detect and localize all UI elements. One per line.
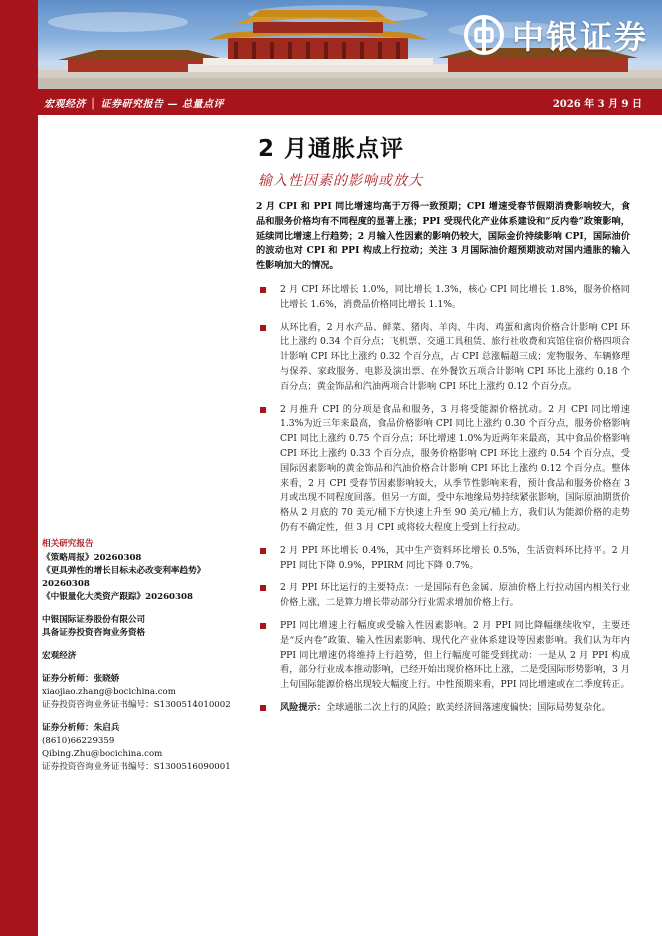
analyst-name: 证券分析师：张晓娇 <box>42 674 120 684</box>
analyst-name: 证券分析师：朱启兵 <box>42 723 120 733</box>
bullet-text: 2 月推升 CPI 的分项是食品和服务，3 月将受能源价格扰动。2 月 CPI 同比增速 1.3%为近三年来最高，食品价格影响 CPI 同比上涨约 0.30 个百分点，服务价格影响 CPI 同比上涨约 0.75 个百分点；环比增速 1.0%为近两年来最高，其中食品价格影响 CPI 环比上涨约 0.33 个百分点，服务价格影响 CPI 环比上涨约 0.54 个百分点，受国际因素影响的黄金饰品和汽油价格合计影响 CPI 环比上涨约 0.12 个百分点。整体来看，2 月 CPI 受春节因素影响较大，从季节性影响来看，预计食品和服务价格在 3 月或出现不同程度回落。但另一方面，受中东地缘局势持续紧张影响，国际原油期货价格从 2 月底的 70 美元/桶下方快速上升至 90 美元/桶上方，我们认为能源价格的走势仍有不确定性，但 3 月 CPI 或将较大程度上受到上行拉动。 <box>280 403 630 533</box>
bullet-text: 全球通胀二次上行的风险；欧美经济回落速度偏快；国际局势复杂化。 <box>325 701 611 713</box>
left-sidebar-info <box>42 538 247 774</box>
bullet-text: 2 月 PPI 环比增长 0.4%，其中生产资料环比增长 0.5%，生活资料环比持平。2 月 PPI 同比下降 0.9%，PPIRM 同比下降 0.7%。 <box>280 544 630 571</box>
report-header-strip <box>38 89 662 115</box>
bullet-text: 从环比看，2 月水产品、鲜菜、猪肉、羊肉、牛肉、鸡蛋和禽肉价格合计影响 CPI 环比上涨约 0.34 个百分点；飞机票、交通工具租赁、旅行社收费和宾馆住宿价格四项合计影响 CPI 环比上涨约 0.32 个百分点，占 CPI 总涨幅超三成；宠物服务、车辆修理与保养、家政服务、电影及演出票、在外餐饮五项合计影响 CPI 环比上涨约 0.18 个百分点；黄金饰品和汽油两项合计影响 CPI 环比上涨约 0.12 个百分点。 <box>280 321 630 392</box>
report-category: 宏观经济 <box>42 651 77 661</box>
brand-name: 中银证券 <box>511 18 648 56</box>
related-report-link[interactable]: 《策略周报》20260308 <box>42 553 142 563</box>
bullet-item <box>256 283 630 313</box>
bullet-item <box>256 619 630 693</box>
brand-logo <box>464 12 648 58</box>
risk-label: 风险提示： <box>280 701 326 713</box>
analyst-cert: 证券投资咨询业务证书编号：S1300514010002 <box>42 700 231 710</box>
bullet-text: PPI 同比增速上行幅度或受输入性因素影响。2 月 PPI 同比降幅继续收窄，主要还是“反内卷”政策、输入性因素影响、现代化产业体系建设等因素影响。我们认为年内 PPI 同比增速仍将维持上行趋势，但上行幅度可能受到扰动：一是从 2 月 PPI 构成看，部分行业成本推动影响，已经开始出现价格环比上涨，二是受国际形势影响，3 月上旬国际能源价格出现较大幅度上行。中性预期来看，PPI 同比增速或在二季度转正。 <box>280 619 630 691</box>
breadcrumb: 宏观经济 │ 证券研究报告 — 总量点评 <box>44 98 224 110</box>
boc-emblem-icon <box>464 15 504 55</box>
analyst-email[interactable]: xiaojiao.zhang@bocichina.com <box>42 687 176 697</box>
bullet-item <box>256 544 630 574</box>
bullet-square-icon <box>260 585 266 591</box>
company-qualification: 具备证券投资咨询业务资格 <box>42 628 146 638</box>
bullet-item <box>256 581 630 611</box>
analyst-phone: (8610)66229359 <box>42 736 115 746</box>
bullet-square-icon <box>260 287 266 293</box>
report-body <box>256 200 630 724</box>
bullet-square-icon <box>260 407 266 413</box>
bullet-item <box>256 403 630 536</box>
analyst-cert: 证券投资咨询业务证书编号：S1300516090001 <box>42 762 231 772</box>
related-report-link[interactable]: 《中银量化大类资产跟踪》20260308 <box>42 592 193 602</box>
related-report-link[interactable]: 《更具弹性的增长目标未必改变利率趋势》20260308 <box>42 566 206 589</box>
bullet-text: 2 月 CPI 环比增长 1.0%，同比增长 1.3%，核心 CPI 同比增长 1.8%，服务价格同比增长 1.6%，消费品价格同比增长 1.1%。 <box>280 283 630 310</box>
bullet-square-icon <box>260 705 266 711</box>
bullet-text: 2 月 PPI 环比运行的主要特点：一是国际有色金属、原油价格上行拉动国内相关行业价格上涨，二是算力增长带动部分行业需求增加价格上行。 <box>280 582 630 609</box>
bullet-square-icon <box>260 623 266 629</box>
bullet-item-risk <box>256 701 630 716</box>
report-date: 2026 年 3 月 9 日 <box>552 98 642 110</box>
related-research-title: 相关研究报告 <box>42 539 94 549</box>
summary-paragraph: 2 月 CPI 和 PPI 同比增速均高于万得一致预期；CPI 增速受春节假期消费影响较大，食品和服务价格均有不同程度的显著上涨；PPI 受现代化产业体系建设和“反内卷”政策影响，延续同比增速上行趋势；2 月输入性因素的影响仍较大，国际金价持续影响 CPI，国际油价的波动也对 CPI 和 PPI 构成上行拉动；关注 3 月国际油价超预期波动对国内通胀的输入性影响加大的情况。 <box>256 201 630 272</box>
header-banner <box>38 0 662 89</box>
page-title: 2 月通胀点评 <box>258 136 405 162</box>
bullet-item <box>256 321 630 395</box>
bullet-square-icon <box>260 325 266 331</box>
page-subtitle: 输入性因素的影响或放大 <box>258 173 423 189</box>
left-accent-bar <box>0 0 38 936</box>
bullet-square-icon <box>260 548 266 554</box>
company-name: 中银国际证券股份有限公司 <box>42 615 146 625</box>
analyst-email[interactable]: Qibing.Zhu@bocichina.com <box>42 749 163 759</box>
